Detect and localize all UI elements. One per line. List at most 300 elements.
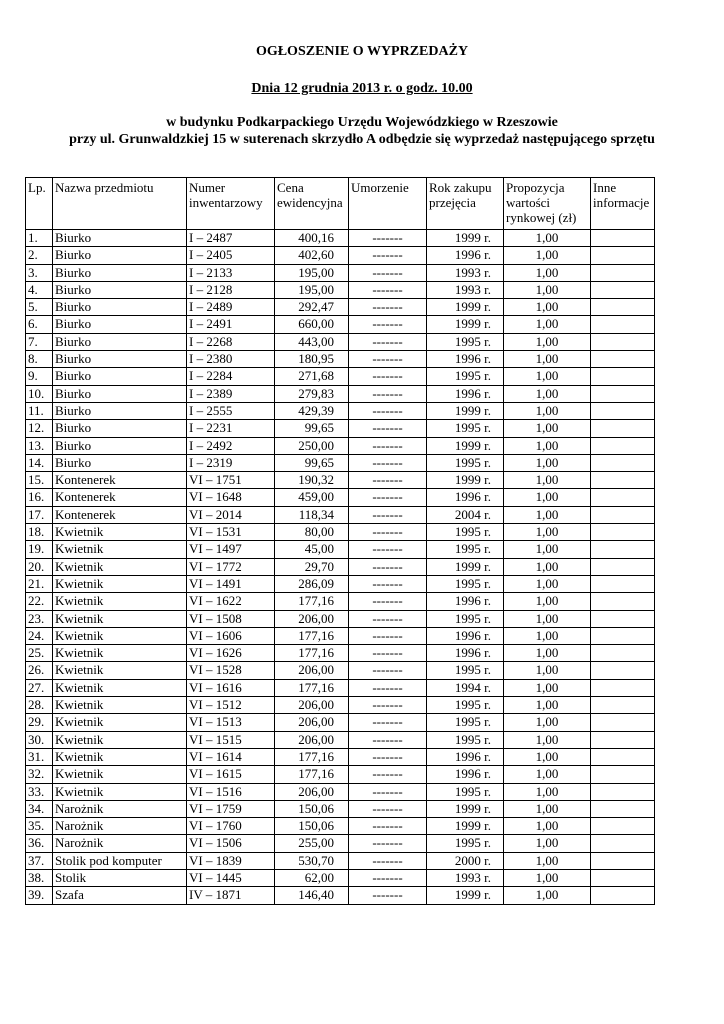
row-number: 22.: [26, 593, 53, 610]
purchase-year: 1996 r.: [427, 645, 504, 662]
proposed-value: 1,00: [504, 835, 591, 852]
row-number: 11.: [26, 402, 53, 419]
table-row: [26, 541, 655, 558]
record-price: 99,65: [275, 420, 349, 437]
row-number: 21.: [26, 575, 53, 592]
inventory-number: VI – 1760: [187, 818, 275, 835]
inventory-number: I – 2319: [187, 454, 275, 471]
depreciation: -------: [349, 818, 427, 835]
other-info: [591, 869, 655, 886]
record-price: 177,16: [275, 645, 349, 662]
table-row: [26, 783, 655, 800]
depreciation: -------: [349, 299, 427, 316]
depreciation: -------: [349, 281, 427, 298]
row-number: 16.: [26, 489, 53, 506]
inventory-number: I – 2487: [187, 230, 275, 247]
other-info: [591, 281, 655, 298]
depreciation: -------: [349, 316, 427, 333]
item-name: Biurko: [53, 281, 187, 298]
other-info: [591, 748, 655, 765]
record-price: 177,16: [275, 593, 349, 610]
purchase-year: 1996 r.: [427, 627, 504, 644]
other-info: [591, 402, 655, 419]
inventory-number: I – 2389: [187, 385, 275, 402]
proposed-value: 1,00: [504, 558, 591, 575]
table-row: [26, 662, 655, 679]
proposed-value: 1,00: [504, 679, 591, 696]
item-name: Biurko: [53, 454, 187, 471]
other-info: [591, 437, 655, 454]
record-price: 250,00: [275, 437, 349, 454]
inventory-number: I – 2405: [187, 247, 275, 264]
purchase-year: 1993 r.: [427, 281, 504, 298]
proposed-value: 1,00: [504, 887, 591, 904]
other-info: [591, 316, 655, 333]
proposed-value: 1,00: [504, 783, 591, 800]
row-number: 14.: [26, 454, 53, 471]
row-number: 2.: [26, 247, 53, 264]
table-row: [26, 333, 655, 350]
item-name: Kwietnik: [53, 697, 187, 714]
depreciation: -------: [349, 333, 427, 350]
item-name: Biurko: [53, 351, 187, 368]
purchase-year: 1995 r.: [427, 662, 504, 679]
item-name: Biurko: [53, 437, 187, 454]
other-info: [591, 385, 655, 402]
purchase-year: 1999 r.: [427, 402, 504, 419]
table-row: [26, 697, 655, 714]
item-name: Biurko: [53, 247, 187, 264]
row-number: 20.: [26, 558, 53, 575]
proposed-value: 1,00: [504, 351, 591, 368]
proposed-value: 1,00: [504, 869, 591, 886]
proposed-value: 1,00: [504, 748, 591, 765]
depreciation: -------: [349, 662, 427, 679]
item-name: Stolik pod komputer: [53, 852, 187, 869]
item-name: Biurko: [53, 385, 187, 402]
table-row: [26, 766, 655, 783]
item-name: Kwietnik: [53, 748, 187, 765]
other-info: [591, 852, 655, 869]
record-price: 402,60: [275, 247, 349, 264]
other-info: [591, 697, 655, 714]
depreciation: -------: [349, 230, 427, 247]
table-row: [26, 835, 655, 852]
purchase-year: 2004 r.: [427, 506, 504, 523]
proposed-value: 1,00: [504, 437, 591, 454]
depreciation: -------: [349, 385, 427, 402]
row-number: 3.: [26, 264, 53, 281]
item-name: Biurko: [53, 230, 187, 247]
other-info: [591, 645, 655, 662]
purchase-year: 1999 r.: [427, 299, 504, 316]
inventory-number: I – 2268: [187, 333, 275, 350]
item-name: Stolik: [53, 869, 187, 886]
date-line: Dnia 12 grudnia 2013 r. o godz. 10.00: [251, 81, 473, 96]
row-number: 28.: [26, 697, 53, 714]
record-price: 429,39: [275, 402, 349, 419]
record-price: 80,00: [275, 524, 349, 541]
record-price: 271,68: [275, 368, 349, 385]
record-price: 206,00: [275, 697, 349, 714]
table-row: [26, 385, 655, 402]
column-header: Propozycja wartości rynkowej (zł): [504, 178, 591, 230]
record-price: 206,00: [275, 662, 349, 679]
purchase-year: 1995 r.: [427, 731, 504, 748]
proposed-value: 1,00: [504, 333, 591, 350]
purchase-year: 1996 r.: [427, 489, 504, 506]
item-name: Kwietnik: [53, 783, 187, 800]
depreciation: -------: [349, 247, 427, 264]
column-header: Rok zakupu przejęcia: [427, 178, 504, 230]
table-row: [26, 437, 655, 454]
proposed-value: 1,00: [504, 593, 591, 610]
record-price: 530,70: [275, 852, 349, 869]
record-price: 286,09: [275, 575, 349, 592]
row-number: 25.: [26, 645, 53, 662]
depreciation: -------: [349, 575, 427, 592]
inventory-number: VI – 1515: [187, 731, 275, 748]
proposed-value: 1,00: [504, 714, 591, 731]
purchase-year: 1995 r.: [427, 541, 504, 558]
row-number: 4.: [26, 281, 53, 298]
proposed-value: 1,00: [504, 489, 591, 506]
item-name: Kwietnik: [53, 731, 187, 748]
other-info: [591, 887, 655, 904]
proposed-value: 1,00: [504, 299, 591, 316]
page-title: OGŁOSZENIE O WYPRZEDAŻY: [255, 44, 469, 59]
table-row: [26, 558, 655, 575]
other-info: [591, 818, 655, 835]
other-info: [591, 541, 655, 558]
inventory-number: VI – 1531: [187, 524, 275, 541]
other-info: [591, 766, 655, 783]
depreciation: -------: [349, 437, 427, 454]
column-header: Inne informacje: [591, 178, 655, 230]
proposed-value: 1,00: [504, 627, 591, 644]
proposed-value: 1,00: [504, 281, 591, 298]
inventory-number: VI – 1508: [187, 610, 275, 627]
inventory-number: IV – 1871: [187, 887, 275, 904]
record-price: 45,00: [275, 541, 349, 558]
proposed-value: 1,00: [504, 506, 591, 523]
row-number: 36.: [26, 835, 53, 852]
table-row: [26, 593, 655, 610]
table-row: [26, 454, 655, 471]
depreciation: -------: [349, 645, 427, 662]
table-row: [26, 524, 655, 541]
depreciation: -------: [349, 766, 427, 783]
table-row: [26, 887, 655, 904]
record-price: 99,65: [275, 454, 349, 471]
record-price: 206,00: [275, 610, 349, 627]
inventory-number: VI – 1614: [187, 748, 275, 765]
proposed-value: 1,00: [504, 454, 591, 471]
other-info: [591, 506, 655, 523]
table-row: [26, 264, 655, 281]
depreciation: -------: [349, 748, 427, 765]
table-row: [26, 368, 655, 385]
purchase-year: 1995 r.: [427, 368, 504, 385]
other-info: [591, 524, 655, 541]
record-price: 177,16: [275, 627, 349, 644]
other-info: [591, 230, 655, 247]
inventory-number: VI – 1606: [187, 627, 275, 644]
row-number: 23.: [26, 610, 53, 627]
purchase-year: 1995 r.: [427, 610, 504, 627]
depreciation: -------: [349, 402, 427, 419]
other-info: [591, 662, 655, 679]
other-info: [591, 264, 655, 281]
row-number: 33.: [26, 783, 53, 800]
inventory-number: VI – 1516: [187, 783, 275, 800]
depreciation: -------: [349, 472, 427, 489]
table-row: [26, 869, 655, 886]
proposed-value: 1,00: [504, 420, 591, 437]
inventory-number: I – 2380: [187, 351, 275, 368]
inventory-number: VI – 1839: [187, 852, 275, 869]
depreciation: -------: [349, 835, 427, 852]
record-price: 443,00: [275, 333, 349, 350]
inventory-number: VI – 1615: [187, 766, 275, 783]
item-name: Kwietnik: [53, 627, 187, 644]
depreciation: -------: [349, 627, 427, 644]
proposed-value: 1,00: [504, 264, 591, 281]
depreciation: -------: [349, 697, 427, 714]
table-row: [26, 731, 655, 748]
record-price: 146,40: [275, 887, 349, 904]
row-number: 9.: [26, 368, 53, 385]
item-name: Kwietnik: [53, 575, 187, 592]
row-number: 19.: [26, 541, 53, 558]
table-row: [26, 316, 655, 333]
record-price: 29,70: [275, 558, 349, 575]
item-name: Kwietnik: [53, 662, 187, 679]
table-row: [26, 800, 655, 817]
proposed-value: 1,00: [504, 368, 591, 385]
record-price: 292,47: [275, 299, 349, 316]
purchase-year: 1995 r.: [427, 697, 504, 714]
other-info: [591, 714, 655, 731]
item-name: Biurko: [53, 299, 187, 316]
item-name: Biurko: [53, 402, 187, 419]
proposed-value: 1,00: [504, 818, 591, 835]
depreciation: -------: [349, 420, 427, 437]
item-name: Narożnik: [53, 835, 187, 852]
row-number: 5.: [26, 299, 53, 316]
inventory-number: VI – 1497: [187, 541, 275, 558]
depreciation: -------: [349, 593, 427, 610]
inventory-number: I – 2492: [187, 437, 275, 454]
record-price: 177,16: [275, 766, 349, 783]
other-info: [591, 420, 655, 437]
record-price: 400,16: [275, 230, 349, 247]
row-number: 6.: [26, 316, 53, 333]
table-row: [26, 627, 655, 644]
item-name: Kontenerek: [53, 472, 187, 489]
row-number: 38.: [26, 869, 53, 886]
depreciation: -------: [349, 852, 427, 869]
proposed-value: 1,00: [504, 766, 591, 783]
proposed-value: 1,00: [504, 472, 591, 489]
purchase-year: 1996 r.: [427, 247, 504, 264]
row-number: 31.: [26, 748, 53, 765]
other-info: [591, 454, 655, 471]
row-number: 26.: [26, 662, 53, 679]
table-row: [26, 299, 655, 316]
row-number: 1.: [26, 230, 53, 247]
row-number: 13.: [26, 437, 53, 454]
depreciation: -------: [349, 869, 427, 886]
proposed-value: 1,00: [504, 524, 591, 541]
other-info: [591, 368, 655, 385]
purchase-year: 1993 r.: [427, 264, 504, 281]
purchase-year: 1999 r.: [427, 800, 504, 817]
proposed-value: 1,00: [504, 662, 591, 679]
purchase-year: 1996 r.: [427, 385, 504, 402]
table-header-row: [26, 178, 655, 230]
purchase-year: 1995 r.: [427, 575, 504, 592]
row-number: 12.: [26, 420, 53, 437]
item-name: Szafa: [53, 887, 187, 904]
purchase-year: 1999 r.: [427, 437, 504, 454]
purchase-year: 1995 r.: [427, 783, 504, 800]
inventory-number: VI – 1506: [187, 835, 275, 852]
location-line-1: w budynku Podkarpackiego Urzędu Wojewódzkiego w Rzeszowie: [166, 115, 558, 130]
row-number: 8.: [26, 351, 53, 368]
proposed-value: 1,00: [504, 852, 591, 869]
purchase-year: 1999 r.: [427, 887, 504, 904]
column-header: Numer inwentarzowy: [187, 178, 275, 230]
item-name: Kwietnik: [53, 558, 187, 575]
row-number: 37.: [26, 852, 53, 869]
other-info: [591, 593, 655, 610]
record-price: 195,00: [275, 281, 349, 298]
table-row: [26, 402, 655, 419]
inventory-number: VI – 1622: [187, 593, 275, 610]
purchase-year: 1994 r.: [427, 679, 504, 696]
record-price: 62,00: [275, 869, 349, 886]
table-row: [26, 420, 655, 437]
inventory-number: I – 2555: [187, 402, 275, 419]
record-price: 150,06: [275, 818, 349, 835]
proposed-value: 1,00: [504, 541, 591, 558]
table-row: [26, 506, 655, 523]
item-name: Kontenerek: [53, 489, 187, 506]
purchase-year: 1995 r.: [427, 454, 504, 471]
record-price: 190,32: [275, 472, 349, 489]
table-row: [26, 852, 655, 869]
item-name: Kwietnik: [53, 593, 187, 610]
item-name: Kontenerek: [53, 506, 187, 523]
table-row: [26, 281, 655, 298]
record-price: 180,95: [275, 351, 349, 368]
purchase-year: 1999 r.: [427, 818, 504, 835]
depreciation: -------: [349, 489, 427, 506]
other-info: [591, 247, 655, 264]
inventory-number: VI – 1616: [187, 679, 275, 696]
record-price: 255,00: [275, 835, 349, 852]
purchase-year: 1995 r.: [427, 333, 504, 350]
proposed-value: 1,00: [504, 645, 591, 662]
purchase-year: 1999 r.: [427, 230, 504, 247]
row-number: 10.: [26, 385, 53, 402]
item-name: Biurko: [53, 264, 187, 281]
inventory-table: [25, 177, 655, 905]
table-row: [26, 575, 655, 592]
record-price: 206,00: [275, 714, 349, 731]
purchase-year: 1996 r.: [427, 351, 504, 368]
table-row: [26, 489, 655, 506]
item-name: Kwietnik: [53, 610, 187, 627]
inventory-number: I – 2231: [187, 420, 275, 437]
inventory-number: VI – 1491: [187, 575, 275, 592]
table-row: [26, 818, 655, 835]
item-name: Biurko: [53, 368, 187, 385]
other-info: [591, 835, 655, 852]
item-name: Biurko: [53, 420, 187, 437]
row-number: 7.: [26, 333, 53, 350]
inventory-number: VI – 1751: [187, 472, 275, 489]
proposed-value: 1,00: [504, 230, 591, 247]
proposed-value: 1,00: [504, 610, 591, 627]
depreciation: -------: [349, 800, 427, 817]
table-row: [26, 748, 655, 765]
other-info: [591, 627, 655, 644]
proposed-value: 1,00: [504, 731, 591, 748]
proposed-value: 1,00: [504, 800, 591, 817]
proposed-value: 1,00: [504, 402, 591, 419]
row-number: 32.: [26, 766, 53, 783]
proposed-value: 1,00: [504, 316, 591, 333]
depreciation: -------: [349, 679, 427, 696]
item-name: Kwietnik: [53, 679, 187, 696]
table-row: [26, 610, 655, 627]
inventory-number: VI – 1772: [187, 558, 275, 575]
inventory-number: VI – 1648: [187, 489, 275, 506]
record-price: 118,34: [275, 506, 349, 523]
purchase-year: 1995 r.: [427, 420, 504, 437]
purchase-year: 1995 r.: [427, 714, 504, 731]
inventory-number: I – 2128: [187, 281, 275, 298]
proposed-value: 1,00: [504, 697, 591, 714]
depreciation: -------: [349, 610, 427, 627]
location-line-2: przy ul. Grunwaldzkiej 15 w suterenach skrzydło A odbędzie się wyprzedaż następującego sprzętu: [69, 132, 655, 147]
record-price: 177,16: [275, 748, 349, 765]
record-price: 206,00: [275, 731, 349, 748]
depreciation: -------: [349, 541, 427, 558]
inventory-number: VI – 2014: [187, 506, 275, 523]
inventory-number: VI – 1513: [187, 714, 275, 731]
other-info: [591, 472, 655, 489]
table-row: [26, 679, 655, 696]
depreciation: -------: [349, 524, 427, 541]
depreciation: -------: [349, 558, 427, 575]
column-header: Umorzenie: [349, 178, 427, 230]
row-number: 24.: [26, 627, 53, 644]
row-number: 27.: [26, 679, 53, 696]
other-info: [591, 679, 655, 696]
item-name: Kwietnik: [53, 524, 187, 541]
proposed-value: 1,00: [504, 385, 591, 402]
item-name: Kwietnik: [53, 645, 187, 662]
item-name: Narożnik: [53, 818, 187, 835]
table-row: [26, 247, 655, 264]
item-name: Kwietnik: [53, 766, 187, 783]
other-info: [591, 299, 655, 316]
purchase-year: 1996 r.: [427, 593, 504, 610]
other-info: [591, 489, 655, 506]
